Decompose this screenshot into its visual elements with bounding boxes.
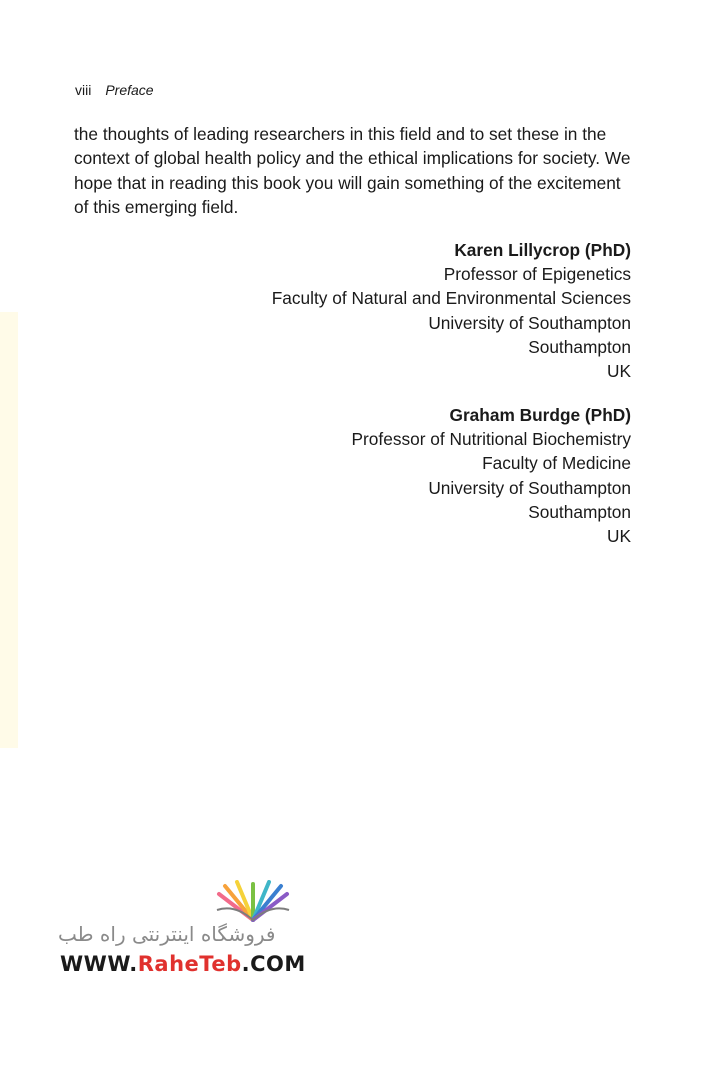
author-city: Southampton <box>528 501 631 522</box>
running-head <box>75 81 154 99</box>
watermark-url <box>60 952 306 976</box>
author-city: Southampton <box>528 336 631 357</box>
signature-block-1 <box>111 238 631 383</box>
author-name: Graham Burdge (PhD) <box>449 405 631 425</box>
url-suffix: .COM <box>241 952 306 976</box>
watermark-persian-text: فروشگاه اینترنتی راه طب <box>58 922 276 946</box>
body-paragraph: the thoughts of leading researchers in this field and to set these in the context of global health policy and the ethical implications for society. We hope that in reading this book you will gain something of the excitement of this emerging field. <box>74 124 631 218</box>
author-title: Professor of Nutritional Biochemistry <box>351 429 631 450</box>
url-prefix: WWW. <box>60 952 138 976</box>
author-faculty: Faculty of Natural and Environmental Sciences <box>271 288 631 309</box>
author-university: University of Southampton <box>428 477 631 498</box>
watermark <box>58 880 306 980</box>
open-book-rainbow-icon <box>213 880 293 922</box>
author-faculty: Faculty of Medicine <box>482 453 631 474</box>
page-edge-strip <box>0 312 18 748</box>
author-title: Professor of Epigenetics <box>443 264 631 285</box>
author-university: University of Southampton <box>428 312 631 333</box>
section-title: Preface <box>105 82 154 98</box>
author-name: Karen Lillycrop (PhD) <box>454 240 631 260</box>
signature-block-2 <box>111 403 631 548</box>
page-number: viii <box>75 82 92 98</box>
author-country: UK <box>606 526 631 547</box>
url-brand: RaheTeb <box>137 952 242 976</box>
author-country: UK <box>606 361 631 382</box>
